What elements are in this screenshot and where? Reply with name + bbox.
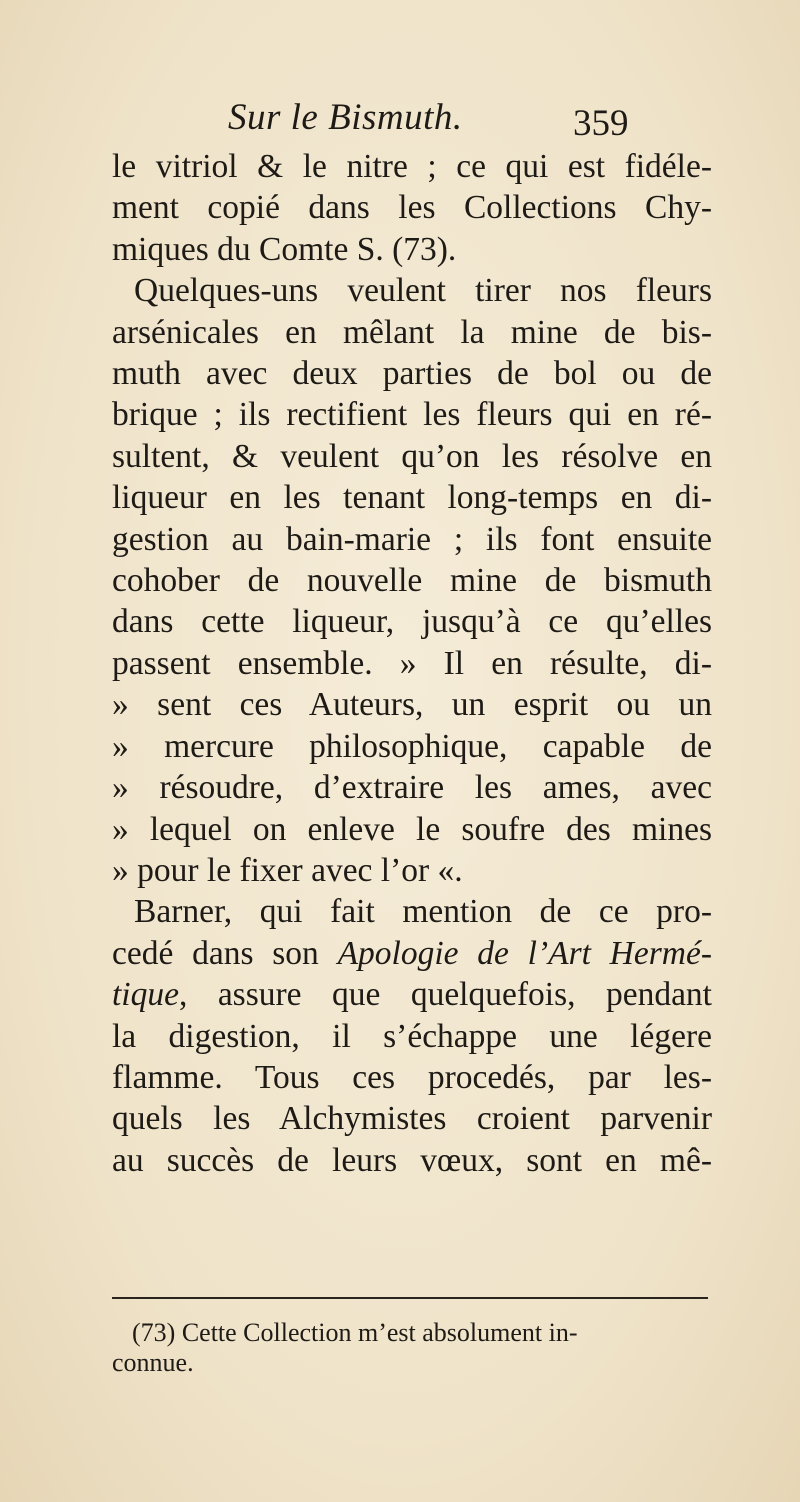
text-line: brique ; ils rectifient les fleurs qui en ré- bbox=[112, 396, 712, 434]
footnote-line: (73) Cette Collection m’est absolument in- bbox=[132, 1318, 578, 1347]
text-line: muth avec deux parties de bol ou de bbox=[112, 355, 712, 393]
text-line: Barner, qui fait mention de ce pro- bbox=[134, 893, 712, 931]
text-run: , assure que quelquefois, pendant bbox=[178, 976, 712, 1014]
body-text bbox=[112, 146, 712, 1181]
footnote-rule bbox=[112, 1297, 708, 1299]
page-number: 359 bbox=[573, 103, 629, 144]
text-line: » lequel on enleve le soufre des mines bbox=[112, 810, 712, 848]
text-line bbox=[112, 974, 712, 1015]
book-title-italic: Apologie de l’Art Hermé- bbox=[337, 934, 712, 972]
text-line: » pour le fixer avec l’or «. bbox=[112, 851, 463, 889]
text-line: dans cette liqueur, jusqu’à ce qu’elles bbox=[112, 603, 712, 641]
text-line: gestion au bain-marie ; ils font ensuite bbox=[112, 520, 712, 558]
text-line bbox=[112, 933, 712, 974]
text-line: la digestion, il s’échappe une légere bbox=[112, 1017, 712, 1055]
text-line: Quelques-uns veulent tirer nos fleurs bbox=[134, 272, 712, 310]
text-line: flamme. Tous ces procedés, par les- bbox=[112, 1058, 712, 1096]
running-title: Sur le Bismuth. bbox=[228, 97, 463, 138]
text-line: miques du Comte S. (73). bbox=[112, 230, 457, 268]
text-line: ment copié dans les Collections Chy- bbox=[112, 189, 712, 227]
text-line: sultent, & veulent qu’on les résolve en bbox=[112, 437, 712, 475]
running-head bbox=[0, 96, 800, 146]
text-line: liqueur en les tenant long-temps en di- bbox=[112, 479, 712, 517]
text-line: passent ensemble. » Il en résulte, di- bbox=[112, 644, 712, 682]
book-title-italic: tique bbox=[112, 976, 179, 1014]
text-line: cohober de nouvelle mine de bismuth bbox=[112, 562, 712, 600]
text-run: cedé dans son bbox=[112, 934, 319, 972]
text-line: arsénicales en mêlant la mine de bis- bbox=[112, 313, 712, 351]
text-line: quels les Alchymistes croient parvenir bbox=[112, 1100, 712, 1138]
text-line: » résoudre, d’extraire les ames, avec bbox=[112, 769, 712, 807]
footnote-line: connue. bbox=[112, 1348, 194, 1377]
text-line: » mercure philosophique, capable de bbox=[112, 727, 712, 765]
footnote bbox=[112, 1318, 712, 1378]
text-line: au succès de leurs vœux, sont en mê- bbox=[112, 1141, 712, 1179]
text-line: » sent ces Auteurs, un esprit ou un bbox=[112, 686, 712, 724]
text-line: le vitriol & le nitre ; ce qui est fidéle- bbox=[112, 148, 712, 185]
